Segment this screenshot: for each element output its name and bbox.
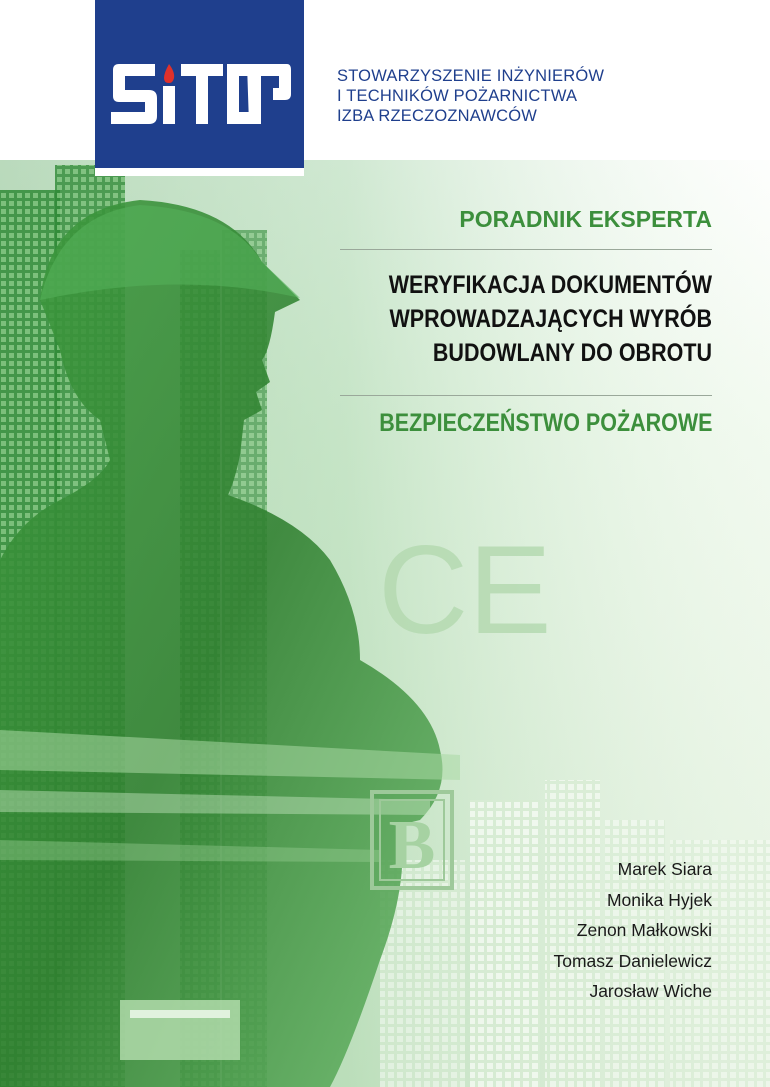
author-name: Tomasz Danielewicz (553, 950, 712, 971)
org-name-line-2: I TECHNIKÓW POŻARNICTWA (337, 87, 578, 105)
sitp-logo (107, 60, 292, 130)
book-title (385, 268, 712, 370)
author-name: Marek Siara (617, 859, 712, 879)
b-mark-icon (370, 790, 454, 890)
publisher-logo (95, 0, 304, 176)
title-line-3: BUDOWLANY DO OBROTU (432, 339, 712, 367)
book-subtitle: BEZPIECZEŃSTWO POŻAROWE (378, 409, 712, 437)
org-name-line-1: STOWARZYSZENIE INŻYNIERÓW (337, 67, 605, 85)
ce-mark-icon (378, 521, 552, 660)
author-list (553, 854, 712, 1007)
divider-bottom (340, 395, 712, 396)
series-label: PORADNIK EKSPERTA (459, 206, 712, 232)
org-name-line-3: IZBA RZECZOZNAWCÓW (337, 107, 538, 125)
flame-icon (164, 64, 174, 83)
author-name: Zenon Małkowski (576, 920, 712, 940)
title-line-2: WPROWADZAJĄCYCH WYRÓB (389, 305, 712, 333)
author-name: Jarosław Wiche (589, 981, 712, 1001)
svg-text:B: B (388, 807, 436, 884)
svg-text:CE: CE (378, 521, 552, 660)
author-name: Monika Hyjek (606, 889, 712, 910)
organization-name (337, 66, 657, 126)
title-line-1: WERYFIKACJA DOKUMENTÓW (388, 271, 712, 299)
divider-top (340, 249, 712, 250)
